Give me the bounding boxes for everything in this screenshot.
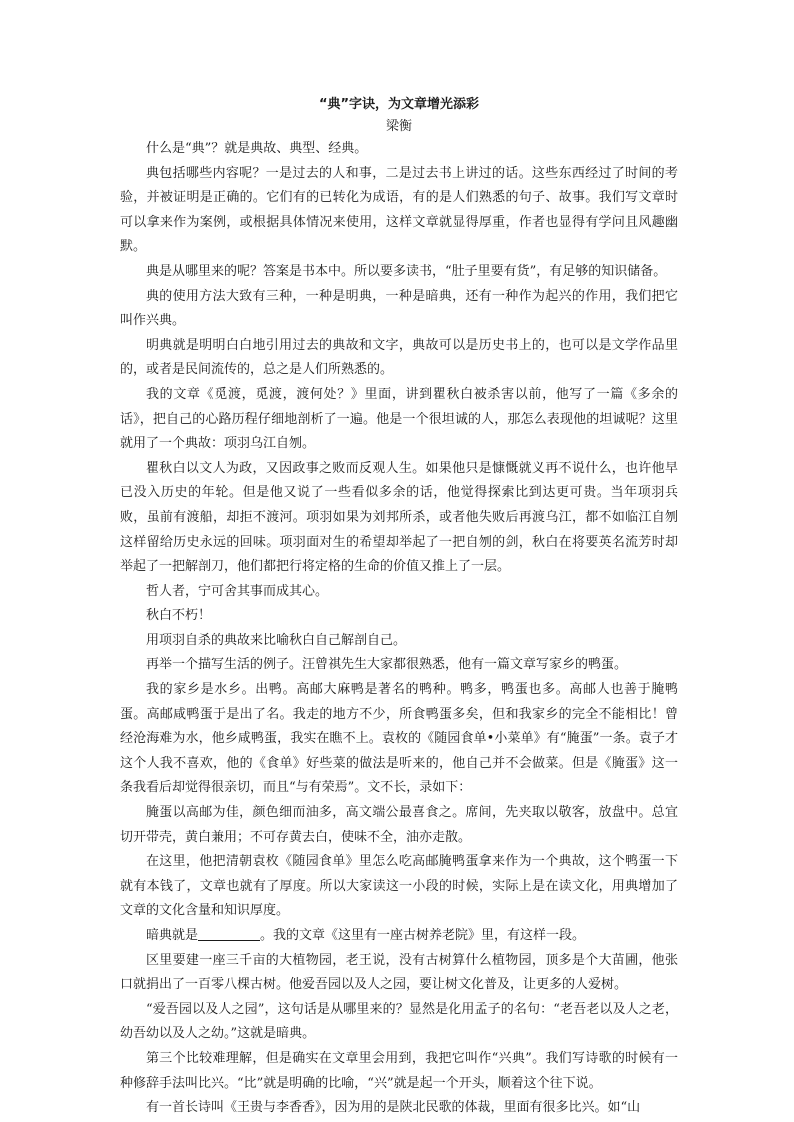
paragraph: 什么是“典”？就是典故、典型、经典。 [146, 141, 368, 156]
paragraph: 瞿秋白以文人为政，又因政事之败而反观人生。如果他只是慷慨就义再不说什么，也许他早已没入历史的年轮。但是他又说了一些看似多余的话，他觉得探索比到达更可贵。当年项羽兵败，虽前有渡船，却拒不渡河。项羽如果为刘邦所杀，或者他失败后再渡乌江，都不如临江自刎这样留给历史永远的回味。项羽面对生的希望却举起了一把自刎的剑，秋白在将要英名流芳时却举起了一把解剖刀，他们都把行将定格的生命的价值又推上了一层。 [120, 460, 678, 575]
blank-paragraph [120, 924, 678, 949]
fill-in-blank[interactable] [198, 926, 260, 941]
paragraph: 我的家乡是水乡。出鸭。高邮大麻鸭是著名的鸭种。鸭多，鸭蛋也多。高邮人也善于腌鸭蛋。高邮咸鸭蛋于是出了名。我走的地方不少，所食鸭蛋多矣，但和我家乡的完全不能相比！曾经沧海难为水，他乡咸鸭蛋，我实在瞧不上。袁枚的《随园食单•小菜单》有“腌蛋”一条。袁子才这个人我不喜欢，他的《食单》好些菜的做法是听来的，他自己并不会做菜。但是《腌蛋》这一条我看后却觉得很亲切，而且“与有荣焉”。文不长，录如下： [120, 682, 678, 796]
paragraph: 明典就是明明白白地引用过去的典故和文字，典故可以是历史书上的，也可以是文学作品里的，或者是民间流传的，总之是人们所熟悉的。 [120, 337, 678, 378]
paragraph: 有一首长诗叫《王贵与李香香》，因为用的是陕北民歌的体裁，里面有很多比兴。如“山 [146, 1100, 641, 1116]
paragraph: 秋白不朽！ [146, 608, 212, 624]
paragraph: 第三个比较难理解，但是确实在文章里会用到，我把它叫作“兴典”。我们写诗歌的时候有一种修辞手法叫比兴。“比”就是明确的比喻，“兴”就是起一个开头，顺着这个往下说。 [120, 1050, 678, 1091]
paragraph: 再举一个描写生活的例子。汪曾祺先生大家都很熟悉，他有一篇文章写家乡的鸭蛋。 [146, 657, 628, 673]
paragraph: 典包括哪些内容呢？一是过去的人和事，二是过去书上讲过的话。这些东西经过了时间的考验，并被证明是正确的。它们有的已转化为成语，有的是人们熟悉的句子、故事。我们写文章时可以拿来作为案例，或根据具体情况来使用，这样文章就显得厚重，作者也显得有学问且风趣幽默。 [120, 165, 678, 255]
paragraph: 区里要建一座三千亩的大植物园，老王说，没有古树算什么植物园，顶多是个大苗圃，他张口就捐出了一百零八棵古树。他爱吾园以及人之园，要让树文化普及，让更多的人爱树。 [120, 952, 678, 993]
blank-before-text: 暗典就是 [146, 928, 199, 943]
blank-after-text: 。我的文章《这里有一座古树养老院》里，有这样一段。 [260, 928, 586, 943]
article-author: 梁衡 [385, 119, 412, 134]
paragraph: 典是从哪里来的呢？答案是书本中。所以要多读书，“肚子里要有货”，有足够的知识储备。 [146, 263, 667, 279]
document-page [120, 93, 678, 1121]
paragraph: 哲人者，宁可舍其事而成其心。 [146, 583, 329, 599]
paragraph: “爱吾园以及人之园”，这句话是从哪里来的？显然是化用孟子的名句：“老吾老以及人之老，幼吾幼以及人之幼。”这就是暗典。 [120, 1001, 678, 1042]
paragraph: 典的使用方法大致有三种，一种是明典，一种是暗典，还有一种作为起兴的作用，我们把它叫作兴典。 [120, 288, 678, 329]
quoted-paragraph: 腌蛋以高邮为佳，颜色细而油多，高文端公最喜食之。席间，先夹取以敬客，放盘中。总宜切开带壳，黄白兼用；不可存黄去白，使味不全，油亦走散。 [120, 805, 678, 845]
paragraph: 用项羽自杀的典故来比喻秋白自己解剖自己。 [146, 632, 407, 648]
paragraph: 在这里，他把清朝袁枚《随园食单》里怎么吃高邮腌鸭蛋拿来作为一个典故，这个鸭蛋一下就有本钱了，文章也就有了厚度。所以大家读这一小段的时候，实际上是在读文化，用典增加了文章的文化含量和知识厚度。 [120, 854, 678, 919]
paragraph: 我的文章《觅渡，觅渡，渡何处？》里面，讲到瞿秋白被杀害以前，他写了一篇《多余的话》，把自己的心路历程仔细地剖析了一遍。他是一个很坦诚的人，那怎么表现他的坦诚呢？这里就用了一个典故：项羽乌江自刎。 [120, 386, 678, 452]
article-title: “典”字诀，为文章增光添彩 [318, 97, 480, 112]
